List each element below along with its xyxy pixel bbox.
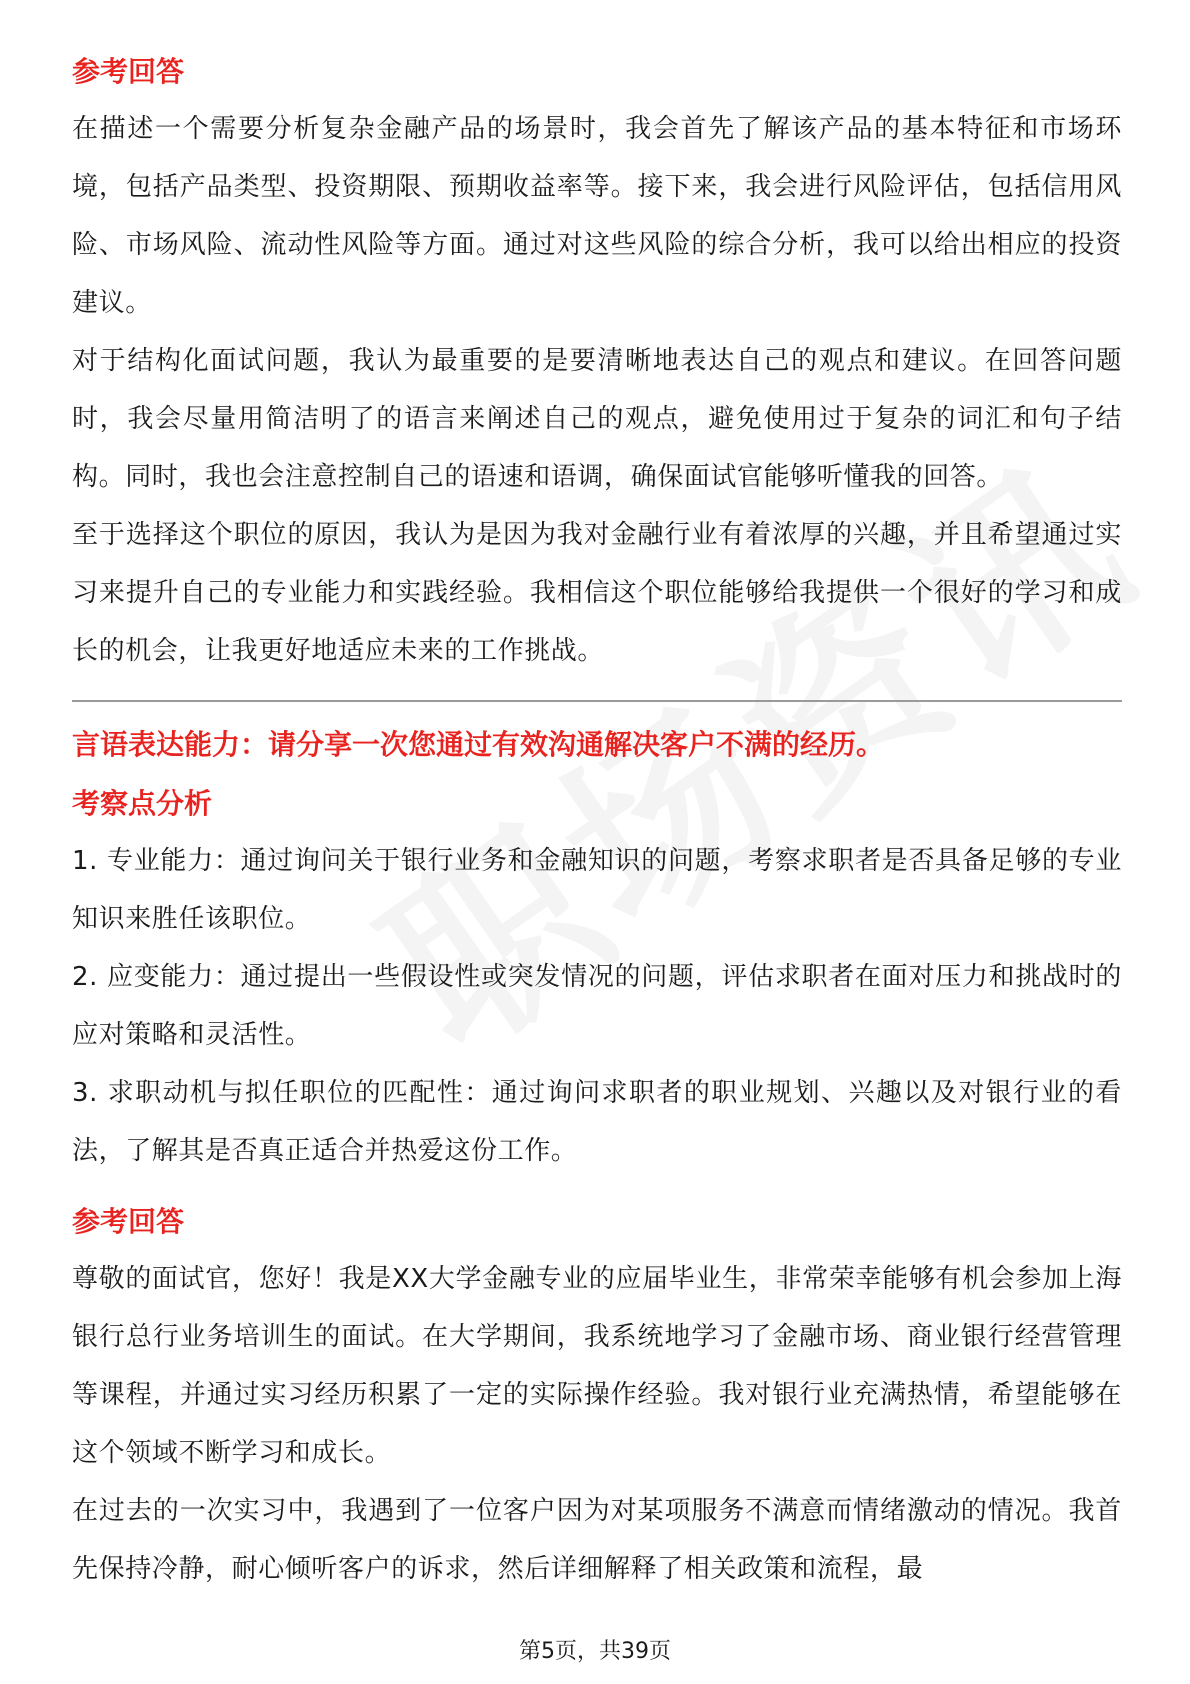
analysis-item: 2. 应变能力：通过提出一些假设性或突发情况的问题，评估求职者在面对压力和挑战时的应对策略和灵活性。 xyxy=(72,962,1122,1050)
answer-paragraph: 至于选择这个职位的原因，我认为是因为我对金融行业有着浓厚的兴趣，并且希望通过实习来提升自己的专业能力和实践经验。我相信这个职位能够给我提供一个很好的学习和成长的机会，让我更好地适应未来的工作挑战。 xyxy=(72,520,1122,666)
page-number: 第5页，共39页 xyxy=(519,1639,671,1664)
answer-heading: 参考回答 xyxy=(72,1205,185,1238)
analysis-item: 1. 专业能力：通过询问关于银行业务和金融知识的问题，考察求职者是否具备足够的专业知识来胜任该职位。 xyxy=(72,846,1122,934)
answer-paragraph: 对于结构化面试问题，我认为最重要的是要清晰地表达自己的观点和建议。在回答问题时，我会尽量用简洁明了的语言来阐述自己的观点，避免使用过于复杂的词汇和句子结构。同时，我也会注意控制自己的语速和语调，确保面试官能够听懂我的回答。 xyxy=(72,346,1122,492)
answer-heading: 参考回答 xyxy=(72,55,185,88)
document-body xyxy=(72,44,1122,1598)
answer-paragraph: 在过去的一次实习中，我遇到了一位客户因为对某项服务不满意而情绪激动的情况。我首先保持冷静，耐心倾听客户的诉求，然后详细解释了相关政策和流程，最 xyxy=(72,1496,1122,1584)
question-title: 言语表达能力：请分享一次您通过有效沟通解决客户不满的经历。 xyxy=(72,728,885,761)
spacer xyxy=(72,1180,1122,1194)
answer-paragraph: 尊敬的面试官，您好！我是XX大学金融专业的应届毕业生，非常荣幸能够有机会参加上海银行总行业务培训生的面试。在大学期间，我系统地学习了金融市场、商业银行经营管理等课程，并通过实习经历积累了一定的实际操作经验。我对银行业充满热情，希望能够在这个领域不断学习和成长。 xyxy=(72,1264,1122,1468)
section-divider xyxy=(72,700,1122,702)
answer-paragraph: 在描述一个需要分析复杂金融产品的场景时，我会首先了解该产品的基本特征和市场环境，包括产品类型、投资期限、预期收益率等。接下来，我会进行风险评估，包括信用风险、市场风险、流动性风险等方面。通过对这些风险的综合分析，我可以给出相应的投资建议。 xyxy=(72,114,1122,318)
analysis-heading: 考察点分析 xyxy=(72,787,213,820)
analysis-item: 3. 求职动机与拟任职位的匹配性：通过询问求职者的职业规划、兴趣以及对银行业的看法，了解其是否真正适合并热爱这份工作。 xyxy=(72,1078,1122,1166)
